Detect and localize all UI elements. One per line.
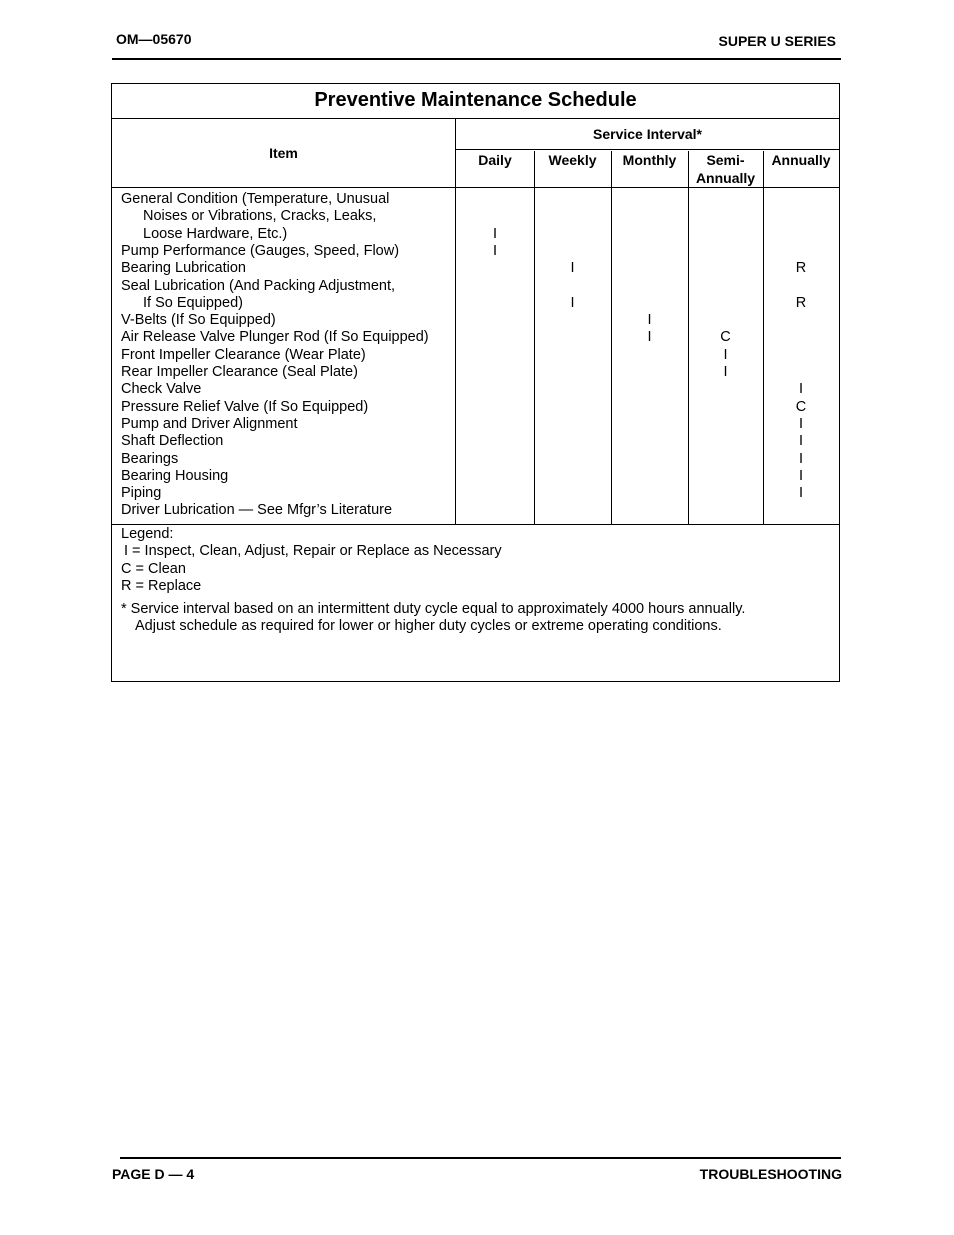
legend bbox=[121, 526, 502, 595]
col-daily-header: Daily bbox=[478, 152, 512, 168]
item-line: Check Valve bbox=[121, 381, 202, 398]
annual-mark: R bbox=[795, 294, 807, 311]
header-divider bbox=[112, 58, 841, 60]
table-title: Preventive Maintenance Schedule bbox=[112, 84, 839, 119]
col-semi-annually-header bbox=[688, 151, 763, 187]
item-line: Bearings bbox=[121, 450, 179, 467]
monthly-mark: I bbox=[647, 312, 652, 329]
item-line: If So Equipped) bbox=[143, 294, 243, 311]
item-line: Rear Impeller Clearance (Seal Plate) bbox=[121, 364, 358, 380]
semi-annual-line2: Annually bbox=[695, 170, 756, 186]
page-number: PAGE D — 4 bbox=[112, 1166, 195, 1182]
semi-annual-mark: I bbox=[723, 346, 728, 363]
legend-inspect: I = Inspect, Clean, Adjust, Repair or Replace as Necessary bbox=[124, 543, 502, 560]
annual-mark: I bbox=[798, 485, 804, 502]
column-header-divider bbox=[456, 187, 839, 188]
service-interval-header: Service Interval* bbox=[593, 126, 702, 142]
col-weekly-header: Weekly bbox=[548, 152, 597, 168]
col-monthly-header: Monthly bbox=[622, 152, 677, 168]
document-number: OM—05670 bbox=[116, 31, 192, 47]
item-line: Front Impeller Clearance (Wear Plate) bbox=[121, 346, 366, 363]
item-line: Shaft Deflection bbox=[121, 433, 224, 450]
item-column-header: Item bbox=[112, 119, 455, 188]
note-line-1: * Service interval based on an intermittent duty cycle equal to approximately 4000 hours annually. bbox=[121, 601, 746, 617]
item-line: Noises or Vibrations, Cracks, Leaks, bbox=[143, 208, 377, 225]
maintenance-schedule-table bbox=[111, 83, 840, 682]
item-line: Bearing Housing bbox=[121, 467, 229, 484]
item-line: Piping bbox=[121, 485, 162, 502]
item-line: V-Belts (If So Equipped) bbox=[121, 312, 276, 329]
item-column-divider bbox=[455, 119, 456, 524]
note-line-2: Adjust schedule as required for lower or higher duty cycles or extreme operating conditions. bbox=[135, 618, 722, 635]
daily-mark: I bbox=[492, 225, 498, 242]
item-line: Loose Hardware, Etc.) bbox=[143, 225, 288, 242]
semi-annual-mark: I bbox=[723, 364, 728, 380]
weekly-mark: I bbox=[570, 294, 575, 311]
daily-column-divider bbox=[534, 151, 535, 524]
item-line: Pump Performance (Gauges, Speed, Flow) bbox=[121, 242, 400, 259]
legend-divider bbox=[112, 524, 839, 525]
item-line: Seal Lubrication (And Packing Adjustment, bbox=[121, 277, 396, 294]
daily-mark: I bbox=[492, 242, 498, 259]
item-line: General Condition (Temperature, Unusual bbox=[121, 191, 390, 207]
annual-mark: I bbox=[798, 433, 804, 450]
annual-mark: C bbox=[795, 398, 807, 415]
interval-header-divider bbox=[456, 149, 839, 150]
semi-annual-mark: C bbox=[720, 329, 731, 346]
item-line: Pressure Relief Valve (If So Equipped) bbox=[121, 398, 369, 415]
section-name: TROUBLESHOOTING bbox=[699, 1166, 842, 1182]
annual-mark: I bbox=[798, 381, 804, 398]
annual-mark: R bbox=[795, 260, 807, 277]
series-name: SUPER U SERIES bbox=[718, 33, 836, 49]
item-line: Air Release Valve Plunger Rod (If So Equipped) bbox=[121, 329, 429, 346]
footer-divider bbox=[120, 1157, 841, 1159]
annual-mark: I bbox=[798, 415, 804, 432]
annual-mark: I bbox=[798, 450, 804, 467]
semi-annual-line1: Semi- bbox=[706, 152, 745, 168]
annual-mark: I bbox=[798, 467, 804, 484]
monthly-mark: I bbox=[647, 329, 652, 346]
service-interval-note bbox=[121, 601, 745, 636]
legend-title: Legend: bbox=[121, 526, 174, 542]
weekly-mark: I bbox=[570, 260, 575, 277]
col-annually-header: Annually bbox=[771, 152, 831, 168]
item-line: Driver Lubrication — See Mfgr’s Literature bbox=[121, 502, 393, 519]
item-line: Bearing Lubrication bbox=[121, 260, 246, 277]
legend-replace: R = Replace bbox=[121, 577, 202, 594]
item-line: Pump and Driver Alignment bbox=[121, 415, 298, 432]
legend-clean: C = Clean bbox=[121, 560, 186, 577]
